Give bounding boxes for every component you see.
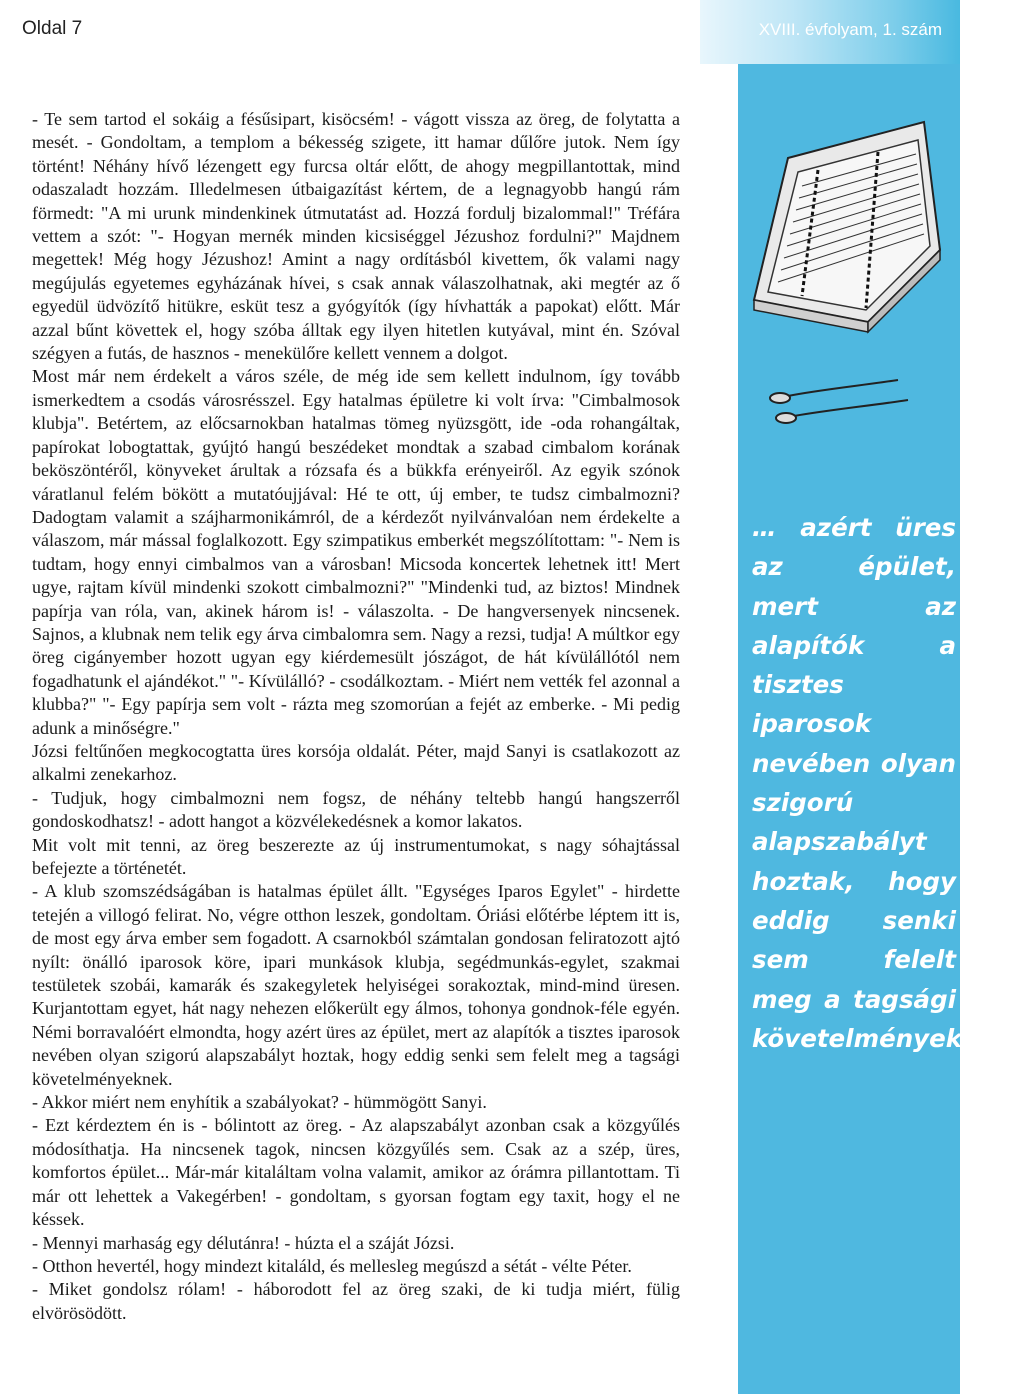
page-number: Oldal 7 bbox=[22, 18, 83, 39]
pull-quote: … azért üres az épület, mert az alapítók a tisztes iparosok nevében olyan szigorú alapszabályt hoztak, hogy eddig senki sem felelt meg a tagsági követelményeknek. bbox=[752, 513, 1022, 1053]
article-body bbox=[32, 108, 680, 1325]
paragraph: - Tudjuk, hogy cimbalmozni nem fogsz, de néhány teltebb hangú hangszerről gondoskodhatsz! - adott hangot a közvélekedésnek a komor lakatos. bbox=[32, 787, 680, 832]
header-banner bbox=[700, 0, 960, 64]
paragraph: Most már nem érdekelt a város széle, de még ide sem kellett indulnom, így tovább ismerkedtem a csodás városrésszel. Egy hatalmas épületre ki volt írva: "Cimbalmosok klubja". Betértem, az előcsarnokban hatalmas tömeg nyüzsgött, ide -oda rohangáltak, papírokat lobogtattak, gyújtó hangú beszédeket mondtak a szabad cimbalom korának beköszöntéről, könyveket árultak a rózsafa és a bükkfa erényeiről. Az egyik szónok váratlanul felém bökött a mutatóujjával: Hé te ott, új ember, te tudsz cimbalmozni? Dadogtam valamit a szájharmonikámról, de a kérdezőt nyilvánvalóan nem érdekelte a válaszom, már mással foglalkozott. Egy szimpatikus emberkét megszólítottam: "- Nem is tudtam, hogy ennyi cimbalmos van a városban! Micsoda koncertek lehetnek itt! Mert ugye, rajtam kívül mindenki szokott cimbalmozni?" "Mindenki tud, az biztos! Mindnek papírja van róla, van, akinek három is! - válaszolta. - De hangversenyek nincsenek. Sajnos, a klubnak nem telik egy árva cimbalomra sem. Nagy a rezsi, tudja! A múltkor egy öreg cigányember hozott ugyan egy kiérdemesült jószágot, de hát kívülállótól nem fogadhatunk el ajándékot." "- Kívülálló? - csodálkoztam. - Miért nem vették fel azonnal a klubba?" "- Egy papírja sem volt - rázta meg szomorúan a fejét az emberke. - Mi pedig adunk a minőségre." bbox=[32, 366, 680, 738]
paragraph: - Miket gondolsz rólam! - háborodott fel az öreg szaki, de ki tudja miért, fülig elvörösödött. bbox=[32, 1279, 680, 1323]
paragraph: - Te sem tartod el sokáig a fésűsipart, kisöcsém! - vágott vissza az öreg, de folytatta a mesét. - Gondoltam, a templom a békesség szigete, itt hamar dűlőre jutok. Nem így történt! Néhány hívő lézengett egy furcsa oltár előtt, de ahogy megpillantottak, mind odaszaladt hozzám. Illedelmesen útbaigazítást kértem, de a legnagyobb hangú rám förmedt: "A mi urunk mindenkinek útmutatást ad. Hozzá fordulj bizalommal!" Tréfára vettem a szót: "- Hogyan mernék minden kicsiséggel Jézushoz fordulni?" Majdnem megettek! Még hogy Jézushoz! Amint a nagy ordításból kivettem, ők valami nagy megújulás egyetemes egyházának hívei, s csak annak válaszolhatnak, aki megtér az ő egyedül üdvözítő hitükre, esküt tesz a gyógyítók (így hívhatták a papokat) előtt. Már azzal bűnt követtek el, hogy szóba álltak egy ilyen hitetlen kutyával, mint én. Szóval szégyen a futás, de hasznos - menekülőre kellett vennem a dolgot. bbox=[32, 109, 680, 364]
cimbalom-illustration bbox=[748, 110, 948, 440]
paragraph: Józsi feltűnően megkocogtatta üres korsója oldalát. Péter, majd Sanyi is csatlakozott az alkalmi zenekarhoz. bbox=[32, 740, 680, 785]
paragraph: Mit volt mit tenni, az öreg beszerezte az új instrumentumokat, s nagy sóhajtással befejezte a történetét. bbox=[32, 834, 680, 878]
paragraph: - A klub szomszédságában is hatalmas épület állt. "Egységes Iparos Egylet" - hirdette tetején a villogó felirat. No, végre otthon leszek, gondoltam. Óriási előtérbe léptem itt is, de most egy árva ember sem fogadott. A csarnokból számtalan gondosan feliratozott ajtó nyílt: önálló iparosok köre, ipari munkások klubja, segédmunkás-egylet, szakmai testületek szobái, kamarák és szakegyletek helyiségei sorakoztak, mind-mind üresen. Kurjantottam egyet, hát nagy nehezen előkerült egy álmos, tohonya gondnok-féle egyén. Némi borravalóért elmondta, hogy azért üres az épület, mert az alapítók a tisztes iparosok nevében olyan szigorú alapszabályt hoztak, hogy eddig senki sem felelt meg a tagsági követelményeknek. bbox=[32, 881, 680, 1089]
paragraph: - Otthon hevertél, hogy mindezt kitaláld, és mellesleg megúszd a sétát - vélte Péter. bbox=[32, 1255, 632, 1276]
paragraph: - Ezt kérdeztem én is - bólintott az öreg. - Az alapszabályt azonban csak a közgyűlés módosíthatja. Ha nincsenek tagok, nincsen közgyűlés sem. Csak az a szép, üres, komfortos épület... Már-már kitaláltam volna valamit, amikor az órámra pillantottam. Ti már ott lehettek a Vakegérben! - gondoltam, s gyorsan fogtam egy taxit, hogy el ne késsek. bbox=[32, 1115, 680, 1230]
paragraph: - Akkor miért nem enyhítik a szabályokat? - hümmögött Sanyi. bbox=[32, 1092, 487, 1113]
paragraph: - Mennyi marhaság egy délutánra! - húzta el a száját Józsi. bbox=[32, 1232, 455, 1253]
header-left bbox=[0, 0, 700, 64]
issue-label: XVIII. évfolyam, 1. szám bbox=[758, 20, 942, 39]
